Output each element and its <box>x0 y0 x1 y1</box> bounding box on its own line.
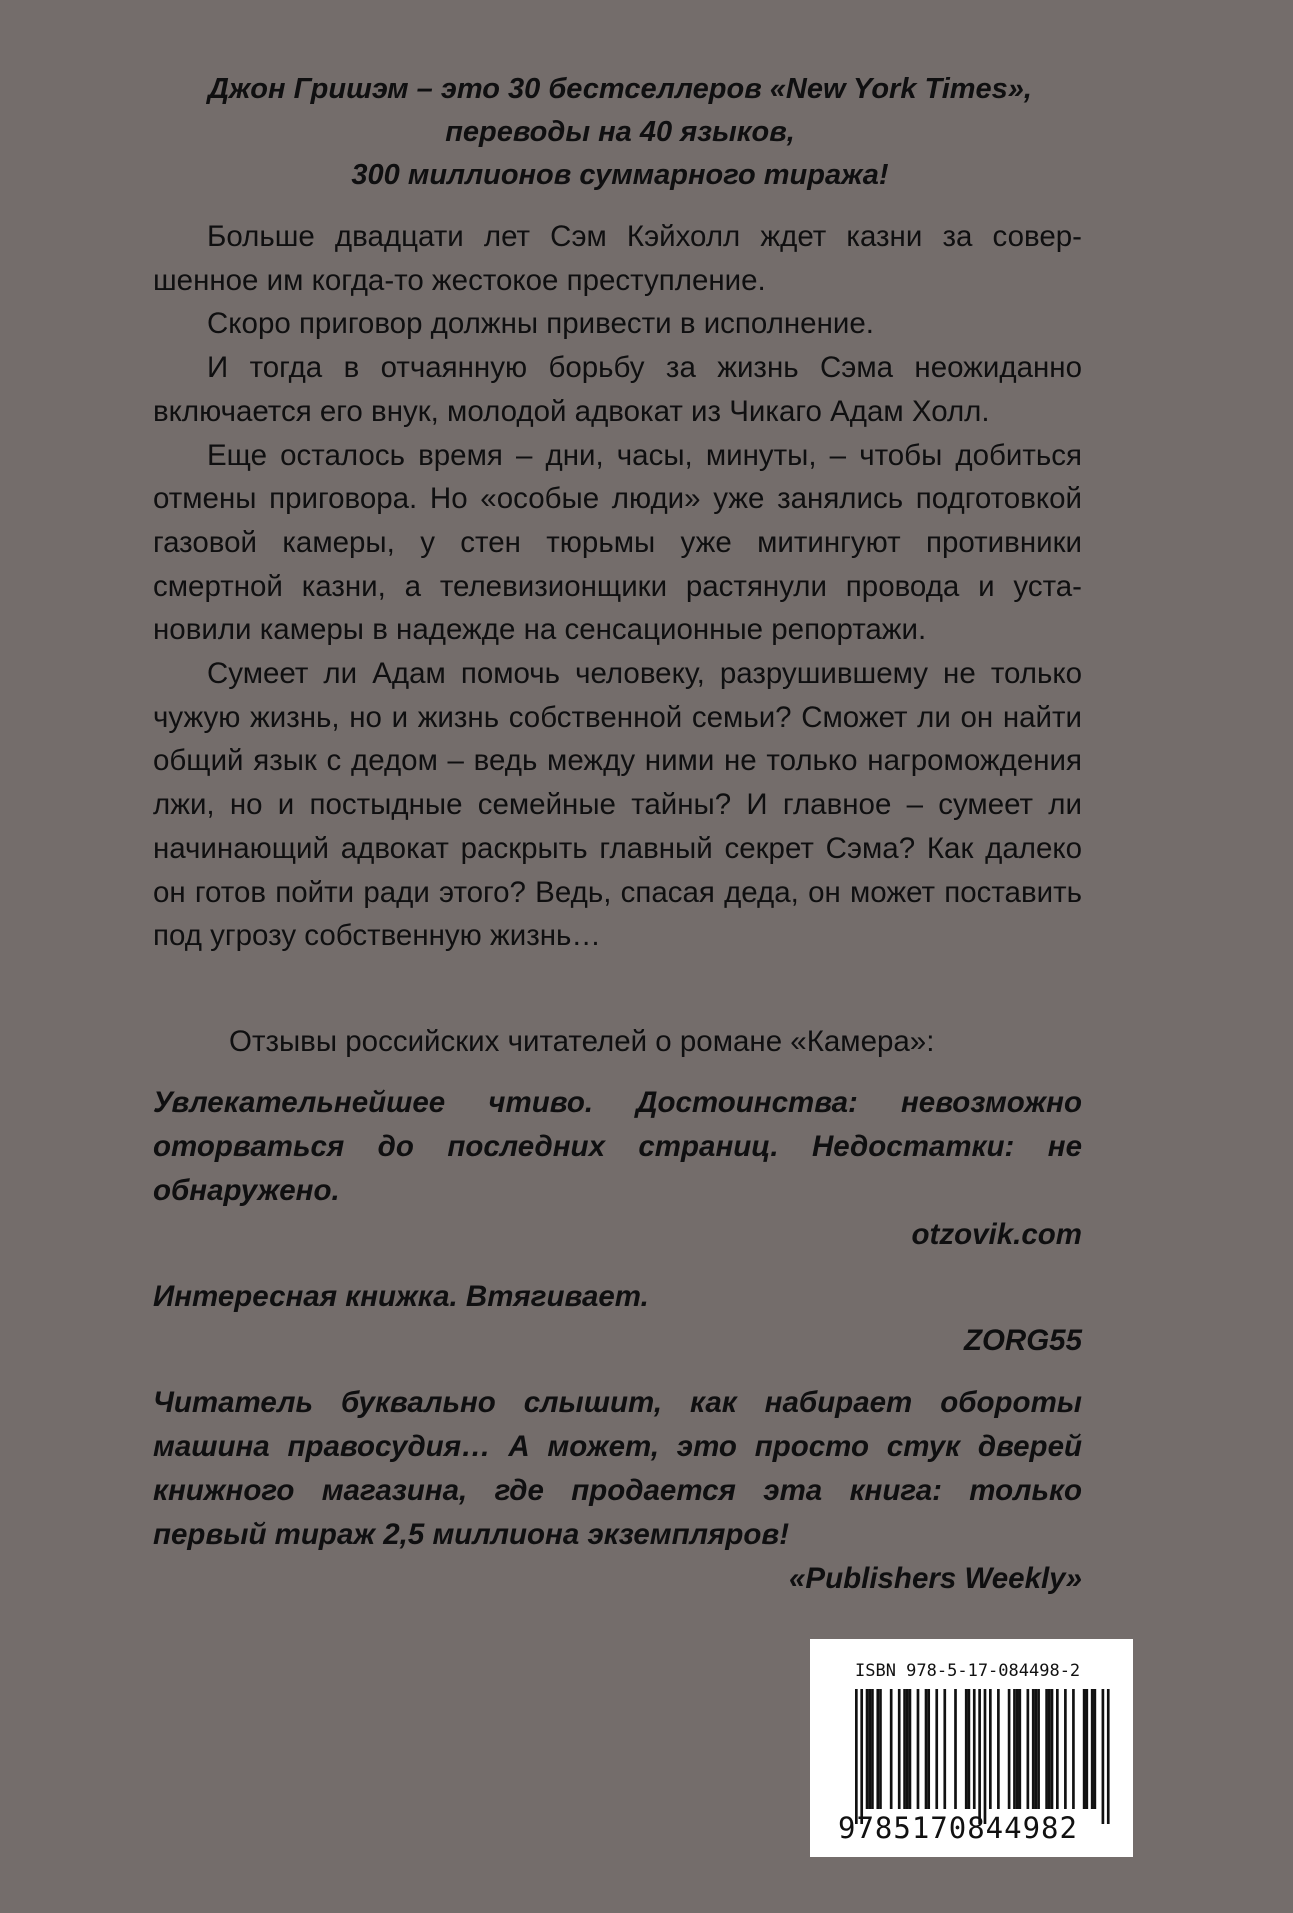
barcode-bar <box>1048 1689 1051 1809</box>
barcode-bar <box>965 1689 968 1809</box>
barcode-bar <box>984 1689 987 1824</box>
barcode-bar <box>1072 1689 1075 1809</box>
barcode-bar <box>1035 1689 1038 1809</box>
headline-line: 300 миллионов суммарного тиража! <box>351 159 889 191</box>
barcode-bar <box>925 1689 928 1809</box>
barcode-bar <box>868 1689 871 1809</box>
barcode-bar <box>917 1689 920 1809</box>
barcode-bar <box>909 1689 912 1809</box>
barcode-bar <box>1083 1689 1086 1809</box>
isbn-barcode <box>810 1639 1133 1857</box>
review-block <box>153 1381 1082 1601</box>
headline-line: Джон Гришэм – это 30 бестселлеров «New York Times», <box>208 73 1032 105</box>
headline-line: переводы на 40 языков, <box>445 116 795 148</box>
barcode-bar <box>876 1689 879 1809</box>
description-paragraph: Еще осталось время – дни, часы, минуты, – чтобы добиться отмены приговора. Но «особые люди» уже занялись подготовкой газовой камеры, у стен тюрьмы уже митингуют противники смертной казни, а телевизионщики растянули провода и установили камеры в надежде на сенсационные репортажи. <box>153 438 1082 647</box>
barcode-bar <box>1094 1689 1097 1809</box>
barcode-bar <box>898 1689 901 1809</box>
barcode-bar <box>1037 1689 1040 1809</box>
review-source: otzovik.com <box>911 1218 1082 1251</box>
review-quote: Увлекательнейшее чтиво. Достоинства: невозможно оторваться до последних страниц. Недостатки: не обнаружено. <box>153 1086 1082 1207</box>
barcode-bar <box>1102 1689 1105 1824</box>
review-source: ZORG55 <box>963 1324 1082 1357</box>
barcode-bar <box>1027 1689 1030 1809</box>
barcode-bar <box>1008 1689 1011 1809</box>
description-paragraph: Сумеет ли Адам помочь человеку, разрушившему не только чужую жизнь, но и жизнь собственной семьи? Сможет ли он найти общий язык с дедом – ведь между ними не только нагромождения лжи, но и постыдные семейные тайны? И главное – сумеет ли начинающий адвокат раскрыть главный секрет Сэма? Как далеко он готов пойти ради этого? Ведь, спасая деда, он может поставить под угрозу собственную жизнь… <box>153 657 1082 953</box>
barcode-bar <box>879 1689 882 1809</box>
review-block <box>153 1081 1082 1257</box>
barcode-bar <box>1018 1689 1021 1809</box>
barcode-bar <box>1091 1689 1094 1809</box>
barcode-bar <box>906 1689 909 1809</box>
isbn-label: ISBN 978-5-17-084498-2 <box>855 1661 1081 1681</box>
barcode-digits: 9785170844982 <box>838 1811 1078 1845</box>
headline <box>153 68 1087 197</box>
barcode-bar <box>890 1689 893 1809</box>
barcode-bar <box>968 1689 971 1809</box>
barcode-bar <box>989 1689 992 1809</box>
description-paragraph: И тогда в отчаянную борьбу за жизнь Сэма неожиданно включается его внук, молодой адвокат из Чикаго Адам Холл. <box>153 351 1082 428</box>
book-description <box>153 215 1082 958</box>
barcode-bar <box>954 1689 957 1809</box>
barcode-bar <box>860 1689 863 1824</box>
barcode-bar <box>1051 1689 1054 1809</box>
barcode-bar <box>1056 1689 1059 1809</box>
barcode-bar <box>1016 1689 1019 1809</box>
barcode-bar <box>1085 1689 1088 1809</box>
description-paragraph: Больше двадцати лет Сэм Кэйхолл ждет казни за совершенное им когда-то жестокое преступление. <box>153 220 1082 297</box>
review-quote: Читатель буквально слышит, как набирает обороты машина правосудия… А может, это просто стук дверей книжного магазина, где продается эта книга: только первый тираж 2,5 миллиона экземпляров! <box>153 1386 1082 1551</box>
barcode-bar <box>973 1689 976 1809</box>
review-quote: Интересная книжка. Втягивает. <box>153 1280 649 1313</box>
barcode-bar <box>1013 1689 1016 1809</box>
barcode-bar <box>1045 1689 1048 1809</box>
barcode-bar <box>935 1689 938 1809</box>
description-paragraph: Скоро приговор должны привести в исполнение. <box>207 307 874 341</box>
reviews-heading: Отзывы российских читателей о романе «Камера»: <box>229 1025 935 1058</box>
barcode-bar <box>855 1689 858 1824</box>
barcode-bar <box>978 1689 981 1824</box>
barcode-bar <box>997 1689 1000 1809</box>
barcode-bar <box>871 1689 874 1809</box>
barcode-bar <box>1032 1689 1035 1809</box>
review-block <box>153 1275 1082 1363</box>
barcode-bar <box>903 1689 906 1809</box>
review-source: «Publishers Weekly» <box>789 1562 1082 1595</box>
barcode-bar <box>1107 1689 1110 1824</box>
barcode-bar <box>866 1689 869 1809</box>
barcode-bar <box>1064 1689 1067 1809</box>
barcode-bar <box>943 1689 946 1809</box>
barcode-bar <box>927 1689 930 1809</box>
